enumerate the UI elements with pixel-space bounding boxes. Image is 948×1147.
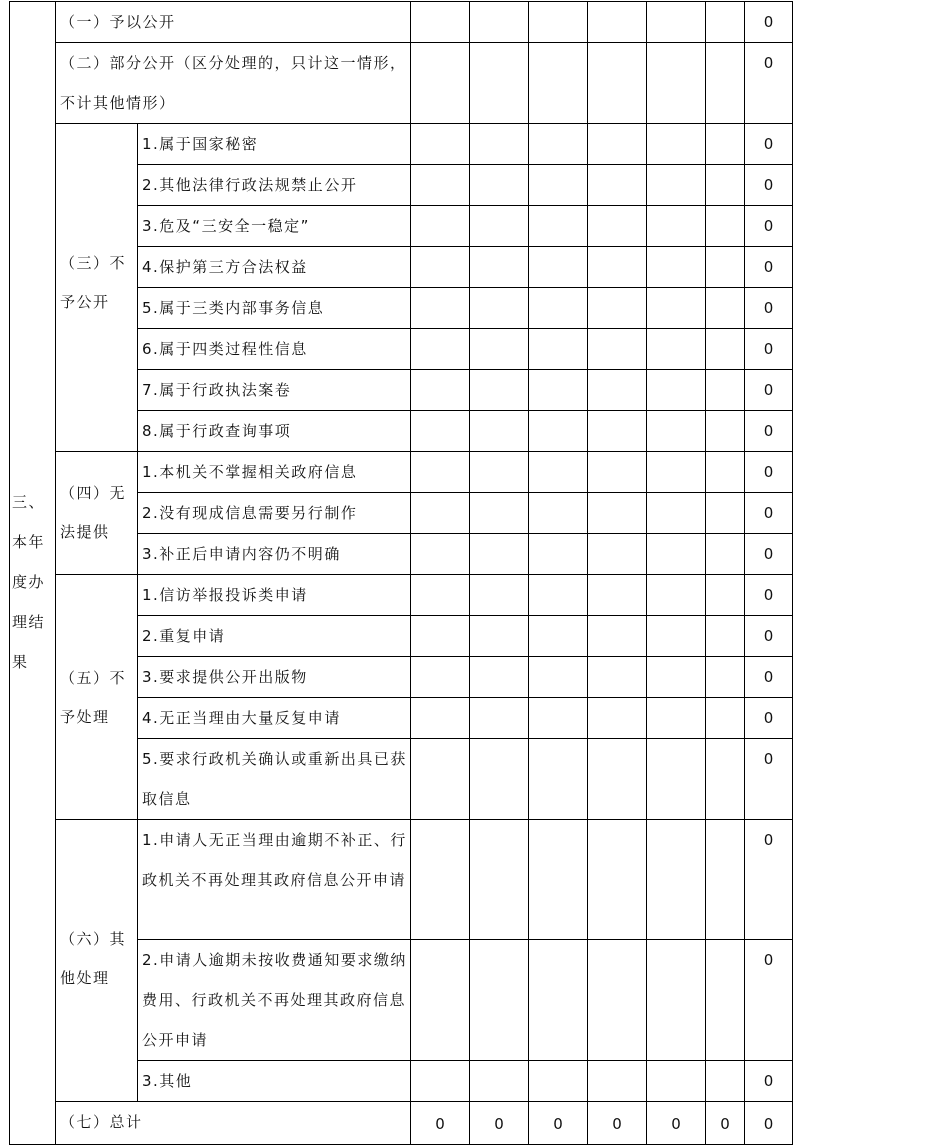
total-value: 0	[745, 206, 793, 247]
total-value: 0	[745, 575, 793, 616]
total-value: 0	[745, 43, 793, 124]
item-label: 3.要求提供公开出版物	[138, 657, 411, 698]
category-text: （六）其他处理	[60, 930, 127, 987]
table-row	[10, 575, 793, 616]
total-cell: 0	[529, 1102, 588, 1145]
total-cell: 0	[411, 1102, 470, 1145]
item-label: 1.属于国家秘密	[138, 124, 411, 165]
category-label	[56, 452, 138, 575]
total-value: 0	[745, 411, 793, 452]
category-text: （四）无法提供	[60, 484, 127, 541]
results-table	[9, 1, 793, 1145]
item-label: 2.申请人逾期未按收费通知要求缴纳费用、行政机关不再处理其政府信息公开申请	[138, 940, 411, 1061]
total-value: 0	[745, 288, 793, 329]
total-value: 0	[745, 493, 793, 534]
category-label	[56, 820, 138, 1102]
empty-cell	[647, 43, 706, 124]
category-text: （三）不予公开	[60, 254, 127, 311]
table-row	[10, 124, 793, 165]
empty-cell	[529, 2, 588, 43]
total-cell: 0	[588, 1102, 647, 1145]
item-label: 4.无正当理由大量反复申请	[138, 698, 411, 739]
item-label: 2.重复申请	[138, 616, 411, 657]
total-value: 0	[745, 165, 793, 206]
item-label: 4.保护第三方合法权益	[138, 247, 411, 288]
table-row	[10, 820, 793, 940]
total-value: 0	[745, 820, 793, 940]
empty-cell	[470, 43, 529, 124]
total-cell: 0	[706, 1102, 745, 1145]
item-label: 2.没有现成信息需要另行制作	[138, 493, 411, 534]
total-value: 0	[745, 247, 793, 288]
item-label: 8.属于行政查询事项	[138, 411, 411, 452]
empty-cell	[529, 43, 588, 124]
row-label: （一）予以公开	[56, 2, 411, 43]
total-value: 0	[745, 739, 793, 820]
total-value: 0	[745, 124, 793, 165]
table-row	[10, 43, 793, 124]
total-value: 0	[745, 452, 793, 493]
empty-cell	[706, 43, 745, 124]
total-value: 0	[745, 370, 793, 411]
empty-cell	[647, 2, 706, 43]
item-label: 1.申请人无正当理由逾期不补正、行政机关不再处理其政府信息公开申请	[138, 820, 411, 940]
category-label	[56, 575, 138, 820]
empty-cell	[470, 2, 529, 43]
item-label: 3.危及“三安全一稳定”	[138, 206, 411, 247]
section-label-cell	[10, 2, 56, 1145]
total-value: 0	[745, 329, 793, 370]
total-value: 0	[745, 616, 793, 657]
total-value: 0	[745, 657, 793, 698]
total-cell: 0	[647, 1102, 706, 1145]
item-label: 2.其他法律行政法规禁止公开	[138, 165, 411, 206]
empty-cell	[706, 2, 745, 43]
item-label: 5.要求行政机关确认或重新出具已获取信息	[138, 739, 411, 820]
table-row	[10, 452, 793, 493]
total-cell: 0	[470, 1102, 529, 1145]
item-label: 7.属于行政执法案卷	[138, 370, 411, 411]
item-label: 1.本机关不掌握相关政府信息	[138, 452, 411, 493]
item-label: 3.补正后申请内容仍不明确	[138, 534, 411, 575]
empty-cell	[411, 43, 470, 124]
item-label: 5.属于三类内部事务信息	[138, 288, 411, 329]
row-label: （二）部分公开（区分处理的，只计这一情形，不计其他情形）	[56, 43, 411, 124]
category-text: （五）不予处理	[60, 669, 127, 726]
table-row-total	[10, 1102, 793, 1145]
category-label	[56, 124, 138, 452]
total-value: 0	[745, 2, 793, 43]
total-value: 0	[745, 940, 793, 1061]
empty-cell	[411, 2, 470, 43]
empty-cell	[588, 2, 647, 43]
section-label: 三、本年度办理结果	[12, 493, 46, 671]
item-label: 3.其他	[138, 1061, 411, 1102]
total-value: 0	[745, 534, 793, 575]
item-label: 6.属于四类过程性信息	[138, 329, 411, 370]
total-cell: 0	[745, 1102, 793, 1145]
total-value: 0	[745, 698, 793, 739]
total-label: （七）总计	[56, 1102, 411, 1145]
item-label: 1.信访举报投诉类申请	[138, 575, 411, 616]
empty-cell	[588, 43, 647, 124]
table-row	[10, 2, 793, 43]
total-value: 0	[745, 1061, 793, 1102]
